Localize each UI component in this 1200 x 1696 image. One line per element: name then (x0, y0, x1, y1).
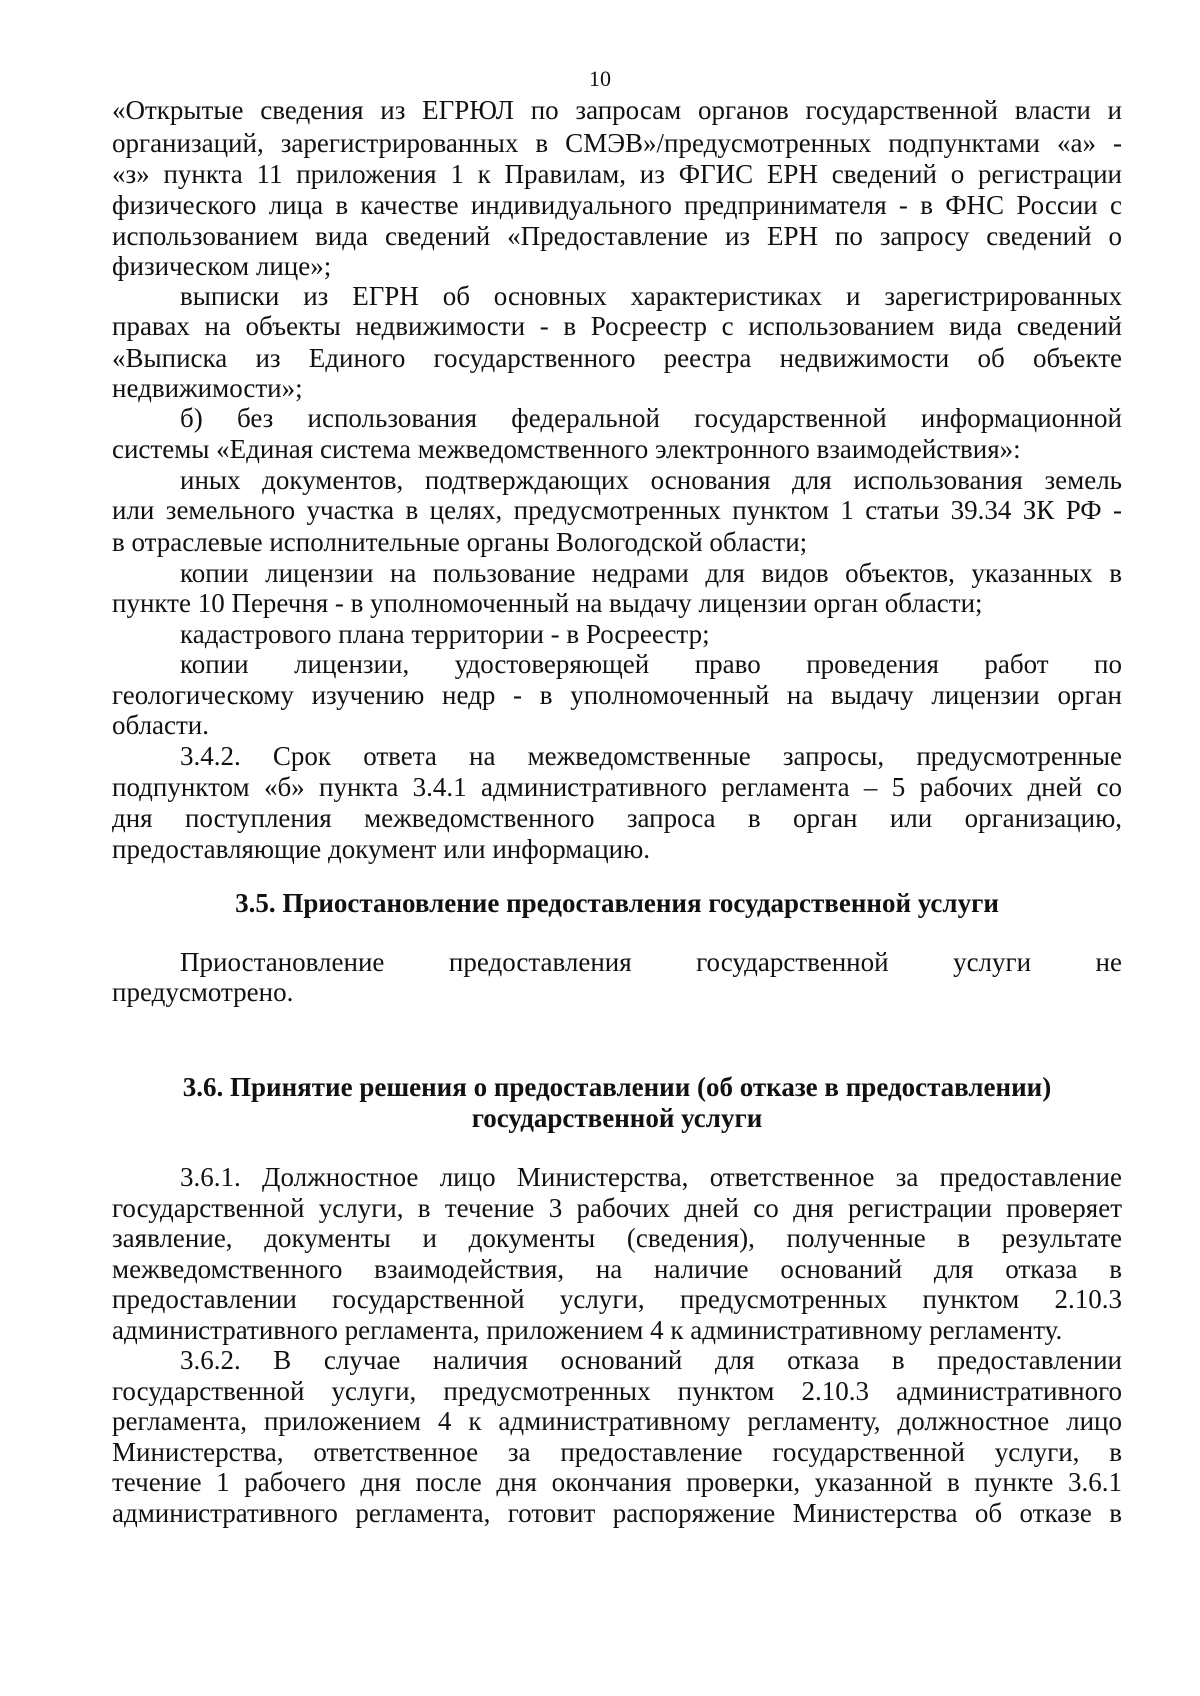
text-line: копии лицензии, удостоверяющей право проведения работ по (180, 649, 1122, 679)
section-heading: государственной услуги (471, 1103, 763, 1133)
text-line: системы «Единая система межведомственного электронного взаимодействия»: (112, 434, 1021, 464)
text-line: предусмотрено. (112, 977, 294, 1007)
text-line: или земельного участка в целях, предусмотренных пунктом 1 статьи 39.34 ЗК РФ - (112, 495, 1122, 525)
text-line: 3.4.2. Срок ответа на межведомственные запросы, предусмотренные (180, 741, 1122, 771)
text-line: административного регламента, готовит распоряжение Министерства об отказе в (112, 1498, 1122, 1528)
text-line: физическом лице»; (112, 251, 332, 281)
text-line: «Выписка из Единого государственного реестра недвижимости об объекте (112, 343, 1122, 373)
text-line: заявление, документы и документы (сведения), полученные в результате (112, 1223, 1122, 1253)
text-line: государственной услуги, в течение 3 рабочих дней со дня регистрации проверяет (112, 1193, 1122, 1223)
text-line: регламента, приложением 4 к административному регламенту, должностное лицо (112, 1406, 1122, 1436)
text-line: геологическому изучению недр - в уполномоченный на выдачу лицензии орган (112, 680, 1122, 710)
text-line: физического лица в качестве индивидуального предпринимателя - в ФНС России с (112, 190, 1122, 220)
text-line: 3.6.1. Должностное лицо Министерства, ответственное за предоставление (180, 1162, 1122, 1192)
section-heading: 3.6. Принятие решения о предоставлении (об отказе в предоставлении) (182, 1072, 1052, 1102)
text-line: «з» пункта 11 приложения 1 к Правилам, из ФГИС ЕРН сведений о регистрации (112, 159, 1122, 189)
section-heading: 3.5. Приостановление предоставления государственной услуги (235, 888, 999, 918)
text-line: государственной услуги, предусмотренных пунктом 2.10.3 административного (112, 1376, 1122, 1406)
text-line: кадастрового плана территории - в Росреестр; (180, 619, 710, 649)
text-line: организаций, зарегистрированных в СМЭВ»/предусмотренных подпунктами «а» - (112, 128, 1122, 158)
text-line: подпунктом «б» пункта 3.4.1 административного регламента – 5 рабочих дней со (112, 772, 1122, 802)
text-line: пункте 10 Перечня - в уполномоченный на выдачу лицензии орган области; (112, 588, 983, 618)
text-line: дня поступления межведомственного запроса в орган или организацию, (112, 803, 1122, 833)
text-line: течение 1 рабочего дня после дня окончания проверки, указанной в пункте 3.6.1 (112, 1467, 1122, 1497)
text-line: административного регламента, приложением 4 к административному регламенту. (112, 1315, 1063, 1345)
text-line: использованием вида сведений «Предоставление из ЕРН по запросу сведений о (112, 221, 1122, 251)
text-line: копии лицензии на пользование недрами для видов объектов, указанных в (180, 558, 1122, 588)
text-line: предоставлении государственной услуги, предусмотренных пунктом 2.10.3 (112, 1284, 1122, 1314)
text-line: выписки из ЕГРН об основных характеристиках и зарегистрированных (180, 281, 1122, 311)
text-line: Министерства, ответственное за предоставление государственной услуги, в (112, 1437, 1122, 1467)
text-line: межведомственного взаимодействия, на наличие оснований для отказа в (112, 1254, 1122, 1284)
page-number: 10 (589, 66, 611, 91)
text-line: правах на объекты недвижимости - в Росреестр с использованием вида сведений (112, 311, 1122, 341)
text-line: предоставляющие документ или информацию. (112, 834, 651, 864)
text-line: 3.6.2. В случае наличия оснований для отказа в предоставлении (180, 1345, 1122, 1375)
text-line: области. (112, 710, 210, 740)
text-line: «Открытые сведения из ЕГРЮЛ по запросам органов государственной власти и (112, 95, 1122, 125)
text-line: б) без использования федеральной государственной информационной (180, 403, 1122, 433)
text-line: иных документов, подтверждающих основания для использования земель (180, 465, 1122, 495)
text-line: Приостановление предоставления государственной услуги не (180, 947, 1122, 977)
text-line: недвижимости»; (112, 373, 303, 403)
text-line: в отраслевые исполнительные органы Вологодской области; (112, 527, 808, 557)
